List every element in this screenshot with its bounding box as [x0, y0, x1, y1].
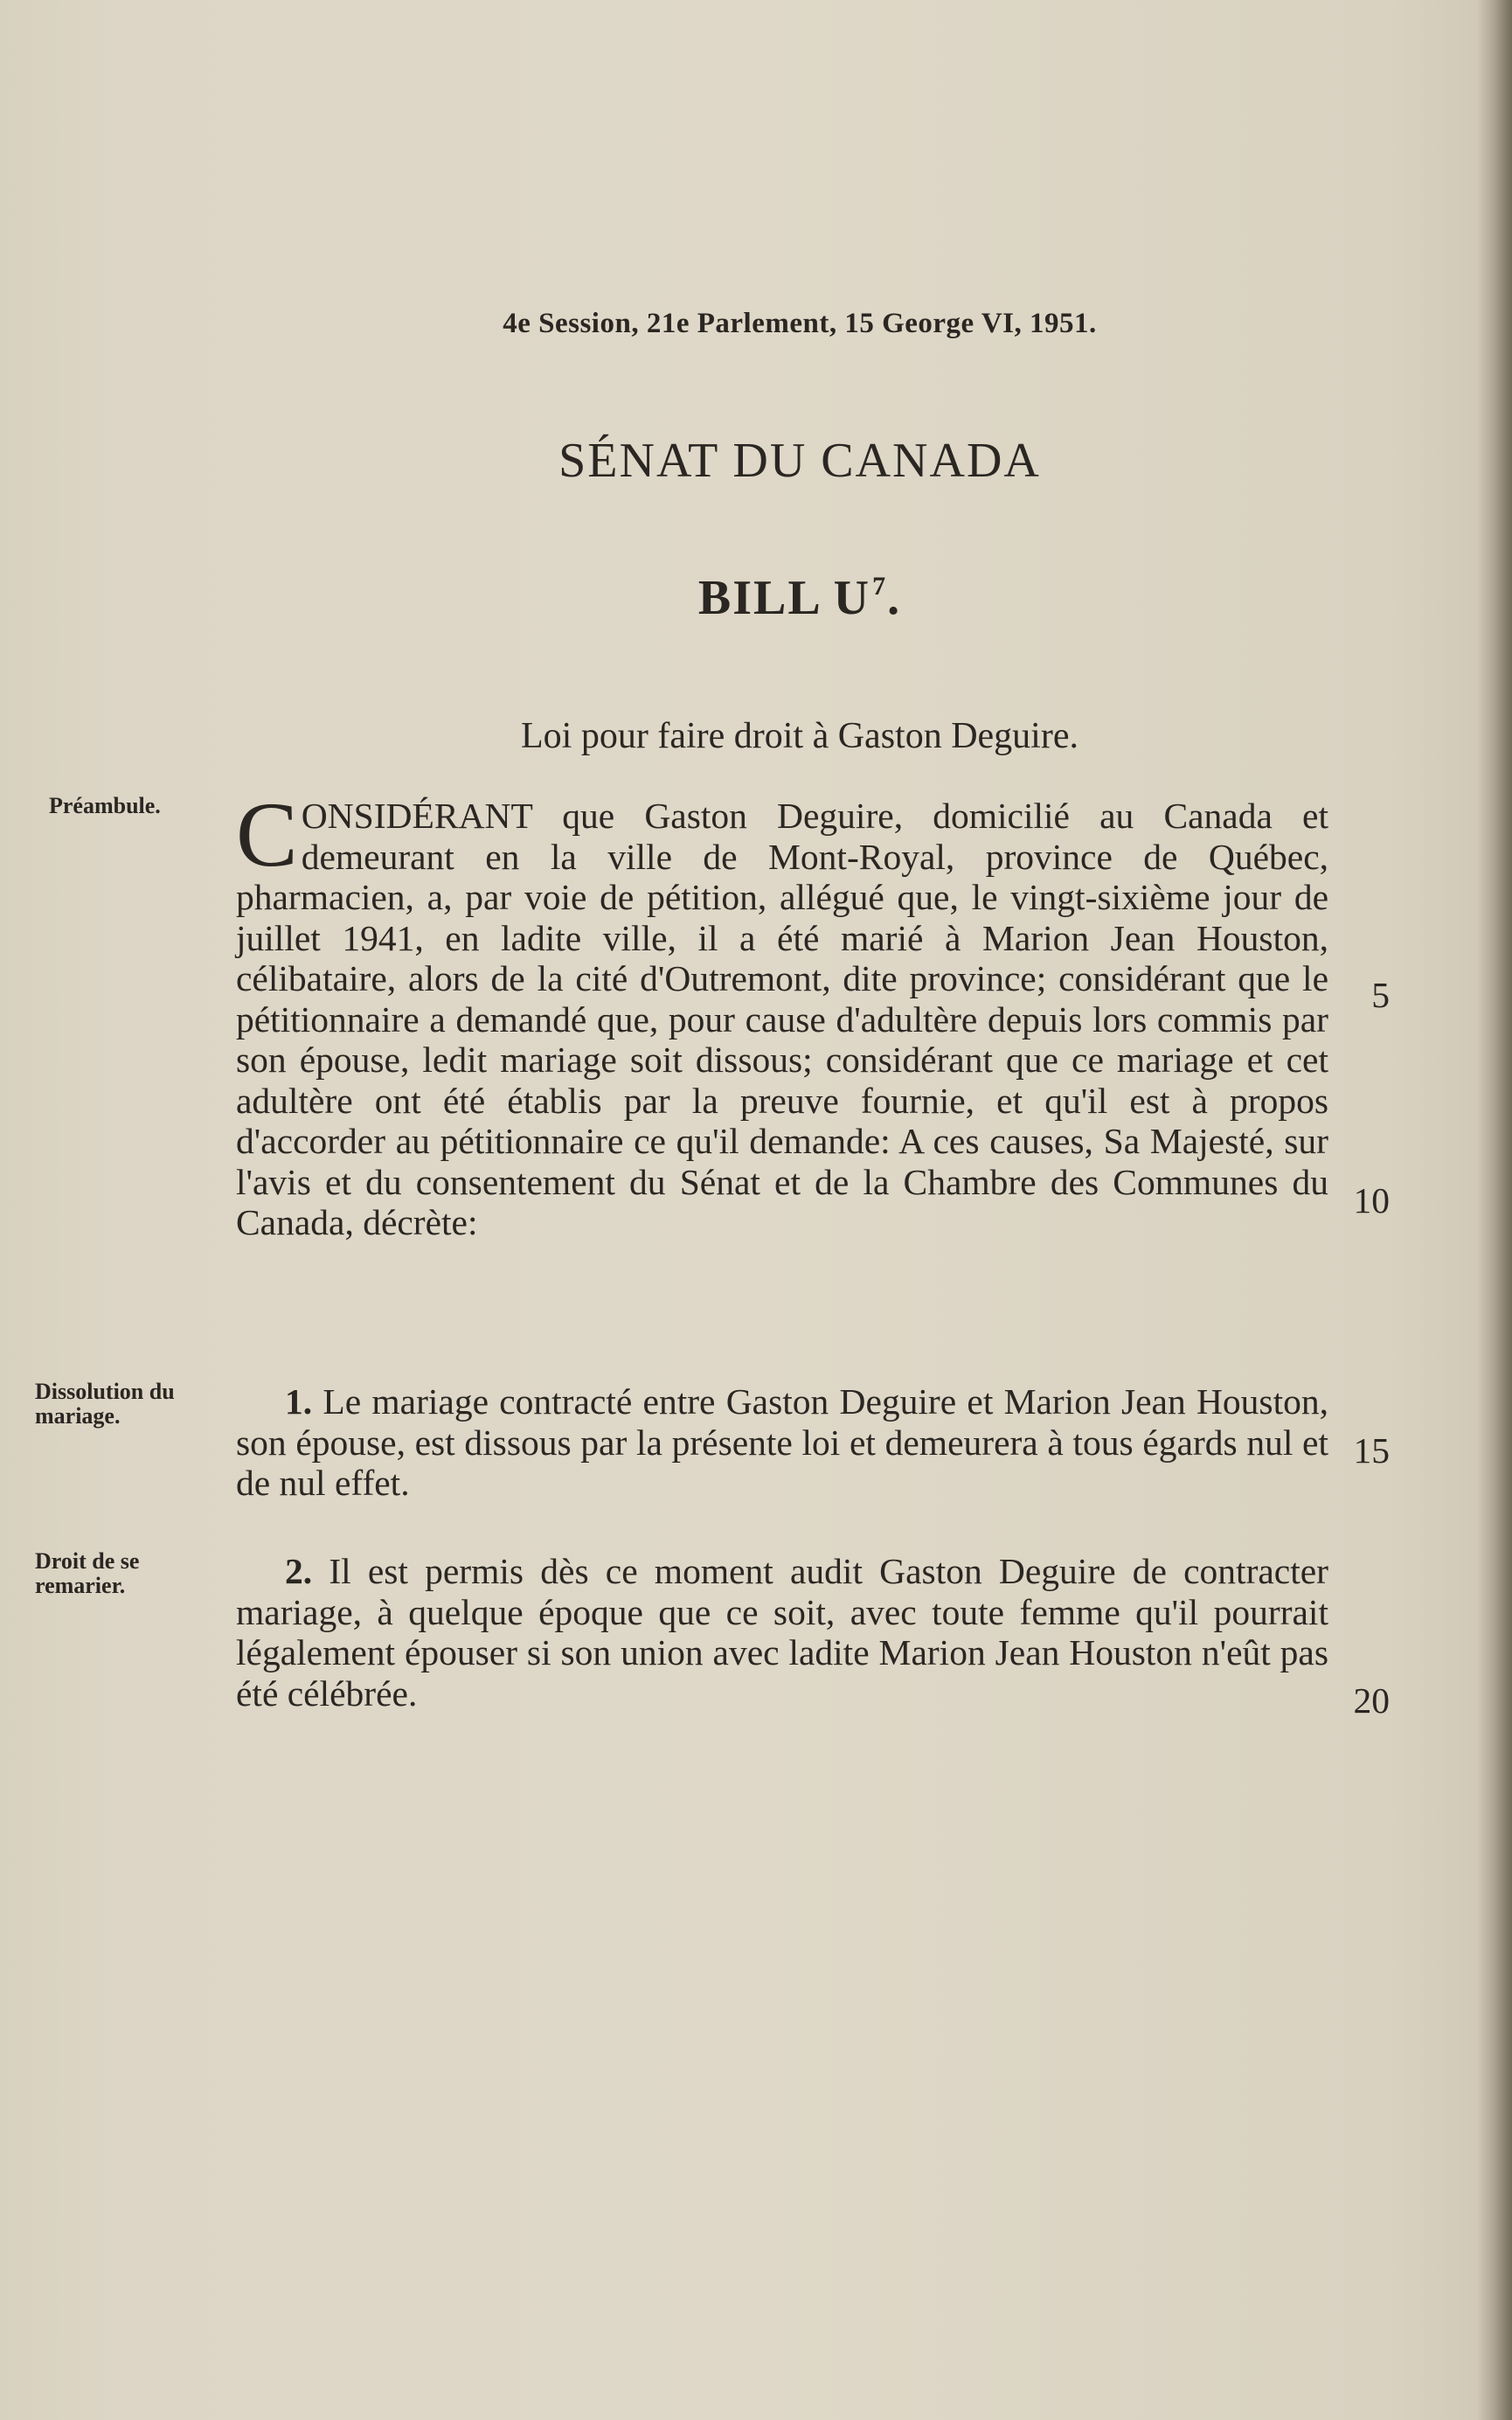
line-number-15: 15	[1353, 1430, 1390, 1471]
margin-note-dissolution: Dissolution du mariage.	[35, 1379, 175, 1429]
session-heading: 4e Session, 21e Parlement, 15 George VI, 1951.	[503, 308, 1097, 339]
bill-period: .	[887, 571, 902, 625]
bill-number-superscript: 7	[872, 572, 888, 601]
bill-title	[0, 570, 1512, 626]
margin-note-preamble: Préambule.	[49, 793, 161, 818]
chamber-title: SÉNAT DU CANADA	[558, 434, 1041, 488]
line-number-10: 10	[1353, 1180, 1390, 1220]
article-1	[236, 1381, 1328, 1504]
preamble-text: ONSIDÉRANT que Gaston Deguire, domicilié au Canada et demeurant en la ville de Mont-Royal, province de Québec, pharmacien, a, par voie de pétition, allégué que, le vingt-sixième jour de juillet 1941, en ladite ville, il a été marié à Marion Jean Houston, célibataire, alors de la cité d'Outremont, dite province; considérant que le pétitionnaire a demandé que, pour cause d'adultère depuis lors commis par son épouse, ledit mariage soit dissous; considérant que ce mariage et cet adultère ont été établis par la preuve fournie, et qu'il est à propos d'accorder au pétitionnaire ce qu'il demande: A ces causes, Sa Majesté, sur l'avis et du consentement du Sénat et de la Chambre des Communes du Canada, décrète:	[236, 796, 1328, 1242]
bill-subtitle: Loi pour faire droit à Gaston Deguire.	[521, 716, 1079, 756]
line-number-20: 20	[1353, 1680, 1390, 1721]
preamble-paragraph	[236, 783, 1328, 1243]
margin-note-remarry: Droit de se remarier.	[35, 1548, 140, 1598]
page-edge-shadow	[1477, 0, 1512, 2420]
article-1-number: 1.	[285, 1381, 313, 1422]
article-2-text: Il est permis dès ce moment audit Gaston Deguire de contracter mariage, à quelque époque que ce soit, avec toute femme qu'il pourrait légalement épouser si son union avec ladite Marion Jean Houston n'eût pas été célébrée.	[236, 1551, 1328, 1714]
preamble-dropcap: C	[236, 783, 298, 886]
article-2-number: 2.	[285, 1551, 313, 1591]
article-2	[236, 1551, 1328, 1714]
article-1-text: Le mariage contracté entre Gaston Deguire et Marion Jean Houston, son épouse, est dissous par la présente loi et demeurera à tous égards nul et de nul effet.	[236, 1381, 1328, 1503]
bill-label: BILL U	[697, 571, 871, 625]
line-number-5: 5	[1371, 975, 1390, 1015]
